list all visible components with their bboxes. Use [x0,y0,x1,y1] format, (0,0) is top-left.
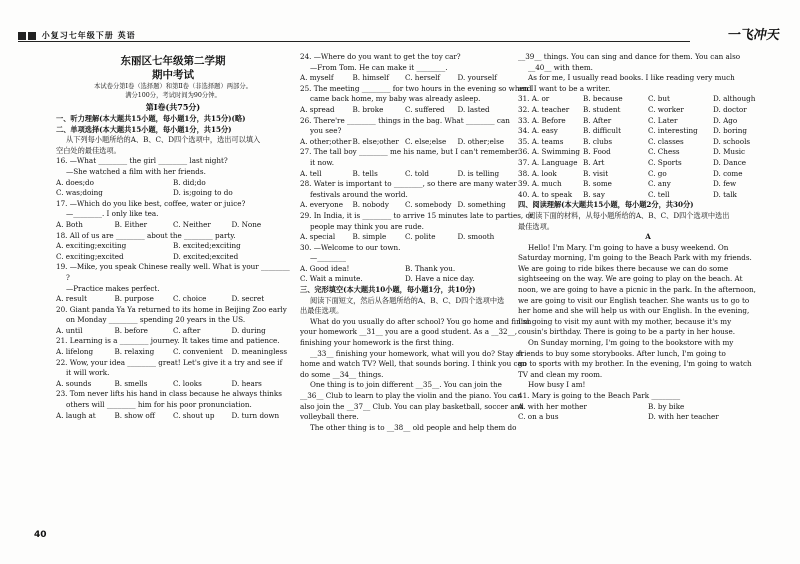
text-line: On Sunday morning, I'm going to the bookstore with my [528,338,734,348]
option: B. some [583,179,612,189]
option: D. Ago [713,115,738,125]
option-row [300,264,510,275]
option: 39. A. much [518,179,562,189]
option: C. after [173,325,201,335]
option: C. interesting [648,126,698,136]
text-line: 17. —Which do you like best, coffee, water or juice? [56,198,246,208]
option: C. else;else [405,136,447,146]
option: A. until [56,325,83,335]
text-line: people may think you are rude. [310,221,424,231]
text-line: it will work. [66,368,110,378]
option-row [300,169,510,180]
option-row [56,294,290,305]
text-line: on Monday ________ spending 20 years in the US. [66,315,246,325]
text-line: 最佳选项。 [518,221,554,231]
option: C. was;doing [56,188,103,198]
option-row [518,169,778,180]
option-row [300,105,510,116]
option: D. although [713,94,756,104]
option: D. secret [231,294,265,304]
text-line: ? [66,272,70,282]
option: C. Sports [648,157,682,167]
option-row [56,379,290,390]
option: D. None [231,219,262,229]
text-line: 41. Mary is going to the Beach Park ________ [518,391,681,400]
option: D. talk [713,189,737,199]
text-line: As for me, I usually read books. I like reading very much [528,73,735,83]
option: C. any [648,179,671,189]
option: 37. A. Language [518,157,578,167]
option: D. yourself [457,73,497,83]
option: C. choice [173,294,207,304]
option: C. Neither [173,219,211,229]
option: B. smells [114,378,148,388]
option: D. during [231,325,266,335]
option: B. excited;exciting [173,241,241,251]
option: D. doctor [713,104,747,114]
page-number: 40 [34,530,47,540]
option: B. because [583,94,623,104]
option: A. everyone [300,200,344,210]
option: A. lifelong [56,347,94,357]
option: B. nobody [352,200,389,210]
option-row [300,232,510,243]
option: B. Either [114,219,148,229]
text-line: __33__ finishing your homework, what will you do? Stay at [310,348,523,358]
option-row [56,188,290,199]
option-row [518,105,778,116]
option-row [518,158,778,169]
text-line: 26. There're ________ things in the bag. What ________ can [300,115,510,125]
option: D. lasted [457,104,490,114]
text-line: —Practice makes perfect. [66,283,160,293]
text-line: friends to buy some storybooks. After lunch, I'm going to [518,348,726,358]
option-row [518,179,778,190]
text-line: Hello! I'm Mary. I'm going to have a busy weekend. On [528,242,729,252]
option: D. hears [231,378,262,388]
option: B. After [583,115,612,125]
part-heading: 第Ⅰ卷(共75分) [145,102,201,112]
text-line: —________. I only like tea. [66,209,159,219]
section-instruction: 从下列每小题所给的A、B、C、D四个选项中，选出可以填入 [66,135,261,145]
option: A. exciting;exciting [56,241,127,251]
text-line: Saturday morning, I'm going to the Beach Park with my friends. [518,253,752,263]
section-heading: 三、完形填空(本大题共10小题，每小题1分，共10分) [300,285,476,295]
option: A. laugh at [56,410,96,420]
section-heading: 一、听力理解(本大题共15小题，每小题1分，共15分)(略) [56,114,246,123]
text-line: came back home, my baby was already asleep. [310,94,481,104]
text-line: also join the __37__ Club. You can play basketball, soccer and [300,401,524,411]
text-line: —She watched a film with her friends. [66,166,206,176]
option: C. told [405,168,429,178]
option-row [56,252,290,263]
option: A. other;other [300,136,352,146]
option-row [518,137,778,148]
text-line: sightseeing on the way. We are going to play on the beach. At [518,274,743,284]
text-line: 19. —Mike, you speak Chinese really well. What is your ________ [56,262,290,272]
option: A. with her mother [518,401,587,411]
option-row [56,326,290,337]
option: A. sounds [56,378,92,388]
option: C. Later [648,115,678,125]
option: B. difficult [583,126,621,136]
option: C. somebody [405,200,452,210]
option: A. spread [300,104,335,114]
option-row [300,137,510,148]
text-line: —________ [310,253,346,263]
option: C. exciting;excited [56,251,124,261]
option: 40. A. to speak [518,189,573,199]
option-row [518,402,778,413]
option-row [56,220,290,231]
text-line: cousin's birthday. There is going to be a party in her house. [518,327,736,337]
exam-note: 满分100分，考试时间为90分钟。 [125,92,221,99]
option: A. Both [56,219,83,229]
option: B. did;do [173,177,206,187]
option: D. other;else [457,136,505,146]
text-line: 22. Wow, your idea ________ great! Let's give it a try and see if [56,357,283,367]
option-row [56,178,290,189]
option: A. special [300,232,336,242]
text-line: 21. Learning is a ________ journey. It takes time and patience. [56,336,280,346]
column-1 [56,52,290,421]
text-line: home and watch TV? Well, that sounds boring. I think you can [300,359,527,369]
text-line: A [645,232,651,242]
text-line: go to sports with my brother. In the evening, I'm going to watch [518,359,752,369]
exam-title: 东丽区七年级第二学期 [120,55,226,67]
option: D. schools [713,136,751,146]
text-line: 23. Tom never lifts his hand in class because he always thinks [56,389,282,399]
text-line: 16. —What ________ the girl ________ last night? [56,156,228,166]
text-line: finishing your homework is the first thing. [300,338,454,348]
option: C. classes [648,136,684,146]
option: B. show off [114,410,155,420]
text-line: 27. The tall boy ________ me his name, but I can't remember [300,147,519,157]
option: C. polite [405,232,436,242]
text-line: 24. —Where do you want to get the toy car? [300,52,461,61]
text-line: __40__ with them. [528,62,593,72]
text-line: TV and clean my room. [518,369,603,379]
option: C. shout up [173,410,215,420]
option-row [56,241,290,252]
option: 36. A. Swimming [518,147,581,157]
text-line: 20. Giant panda Ya Ya returned to its home in Beijing Zoo early [56,304,287,314]
option: A. does;do [56,177,94,187]
option: C. Wait a minute. [300,274,363,284]
option: B. himself [352,73,389,83]
option: C. herself [405,73,441,83]
text-line: 阅读下面的材料，从每小题所给的A、B、C、D四个选项中选出 [528,210,730,220]
section-heading: 二、单项选择(本大题共15小题，每小题1分，共15分) [56,124,232,134]
option: B. clubs [583,136,613,146]
option: C. worker [648,104,684,114]
text-line: her home and she will help us with our English. In the evening, [518,306,750,316]
option-row [518,126,778,137]
option: D. smooth [457,232,495,242]
text-line: —From Tom. He can make it ________. [310,62,448,72]
text-line: 18. All of us are ________ about the ________ party. [56,230,236,240]
text-line: others will ________ him for his poor pronunciation. [66,400,252,410]
text-line: 出最佳选项。 [300,306,344,316]
text-line: and I want to be a writer. [518,83,611,93]
option: 32. A. teacher [518,104,570,114]
option: 31. A. or [518,94,550,104]
option: 35. A. teams [518,136,564,146]
text-line: noon, we are going to have a picnic in the park. In the afternoon, [518,285,756,295]
option-row [518,116,778,127]
option: D. is;going to do [173,188,233,198]
header-rule [18,41,690,42]
option: C. tell [648,189,670,199]
option: 33. A. Before [518,115,566,125]
option: D. Music [713,147,746,157]
text-line: One thing is to join different __35__. You can join the [310,380,502,390]
option: A. tell [300,168,322,178]
option: B. Thank you. [405,263,456,273]
text-line: What do you usually do after school? You go home and finish [310,316,532,326]
page-header [0,0,800,46]
text-line: __36__ Club to learn to play the violin and the piano. You can [300,391,522,400]
option-row [300,73,510,84]
option: C. Chess [648,147,680,157]
text-line: We are going to ride bikes there because we can do some [518,263,729,273]
option: D. excited;excited [173,251,239,261]
option: C. on a bus [518,412,559,422]
option: B. purpose [114,294,154,304]
text-line: 25. The meeting ________ for two hours in the evening so when I [300,83,534,93]
text-line: 28. Water is important to ________, so there are many water [300,179,517,189]
option: D. is telling [457,168,500,178]
text-line: it now. [310,157,335,167]
text-line: your homework __31__ you are a good student. As a __32__, [300,327,518,337]
option: A. result [56,294,87,304]
text-line: I'm going to visit my aunt with my mother, because it's my [518,316,732,326]
option: D. few [713,179,737,189]
logo-square-icon [28,32,36,40]
text-line: The other thing is to __38__ old people and help them do [310,422,517,432]
option: A. myself [300,73,334,83]
option: C. looks [173,378,202,388]
text-line: festivals around the world. [310,189,408,199]
text-line: 30. —Welcome to our town. [300,242,401,252]
option: A. Good idea! [300,263,350,273]
option: B. Art [583,157,605,167]
logo-square-icon [18,32,26,40]
questions-16-23 [56,156,290,421]
option: B. by bike [648,401,685,411]
option-row [518,190,778,201]
text-line: volleyball there. [300,412,359,422]
text-line: __39__ things. You can sing and dance for them. You can also [518,52,741,61]
section-heading: 四、阅读理解(本大题共15小题，每小题2分，共30分) [518,200,694,210]
section-instruction: 空白处的最佳选项。 [56,145,121,155]
exam-subtitle: 期中考试 [152,69,194,81]
option: D. Have a nice day. [405,274,475,284]
option: B. broke [352,104,384,114]
series-title: 小复习七年级下册 英语 [18,30,136,41]
option: D. boring [713,126,747,136]
option: D. turn down [231,410,280,420]
text-line: do some __34__ things. [300,369,384,379]
option: C. convenient [173,347,223,357]
option: D. something [457,200,506,210]
option: D. with her teacher [648,412,719,422]
text-line: 29. In India, it is ________ to arrive 15 minutes late to parties, or [300,210,534,220]
text-line: How busy I am! [528,380,586,390]
option-row [56,411,290,422]
option-row [518,147,778,158]
option-row [300,274,510,285]
text-line: you see? [310,126,342,136]
option: B. Food [583,147,611,157]
option-row [518,94,778,105]
option: B. simple [352,232,387,242]
option: B. student [583,104,621,114]
option: B. before [114,325,148,335]
option: C. go [648,168,667,178]
brand-logo: 一飞冲天 [726,28,781,43]
option: B. tells [352,168,378,178]
text-line: we are going to visit our English teacher. She wants us to go to [518,295,750,305]
option: D. come [713,168,743,178]
column-3 [518,52,778,423]
option: 34. A. easy [518,126,558,136]
option-row [518,412,778,423]
text-line: 阅读下面短文，然后从各题所给的A、B、C、D四个选项中选 [310,295,505,305]
option-row [56,347,290,358]
option-row [300,200,510,211]
option: B. else;other [352,136,399,146]
option: D. meaningless [231,347,288,357]
option: B. visit [583,168,609,178]
option: B. say [583,189,605,199]
exam-note: 本试卷分第Ⅰ卷（选择题）和第Ⅱ卷（非选择题）两部分。 [94,83,252,90]
option: 38. A. look [518,168,557,178]
option: C. suffered [405,104,445,114]
option: D. Dance [713,157,747,167]
option: B. relaxing [114,347,155,357]
option: C. but [648,94,670,104]
